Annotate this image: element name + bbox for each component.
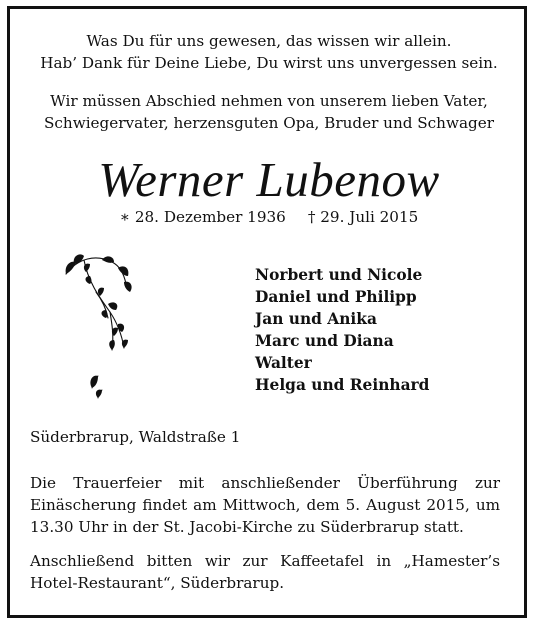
family-member: Norbert und Nicole [255,266,423,284]
family-member: Marc und Diana [255,332,394,350]
funeral-details: Die Trauerfeier mit anschließender Überführung zur Einäscherung findet am Mittwoch, dem 5. August 2015, um 13.30 Uhr in der St. Jacobi-Kirche zu Süderbrarup statt. [30,474,500,536]
family-member: Jan und Anika [255,310,377,328]
quote-line: Hab’ Dank für Deine Liebe, Du wirst uns unvergessen sein. [40,54,498,72]
address: Süderbrarup, Waldstraße 1 [30,428,241,446]
birch-branch-icon [62,252,142,400]
family-list [255,264,429,396]
life-dates [0,206,538,228]
intro-line: Wir müssen Abschied nehmen von unserem lieben Vater, [50,92,488,110]
family-member: Helga und Reinhard [255,376,430,394]
deceased-name: Werner Lubenow [98,152,440,207]
intro-text [0,90,538,134]
memorial-quote [0,30,538,74]
reception-details: Anschließend bitten wir zur Kaffeetafel in „Hamester’s Hotel-Restaurant“, Süderbrarup. [30,552,500,592]
family-member: Walter [255,354,312,372]
quote-line: Was Du für uns gewesen, das wissen wir allein. [86,32,452,50]
death-date: † 29. Juli 2015 [307,208,419,226]
family-member: Daniel und Philipp [255,288,417,306]
intro-line: Schwiegervater, herzensguten Opa, Bruder und Schwager [44,114,494,132]
birth-date: ∗ 28. Dezember 1936 [119,208,286,226]
